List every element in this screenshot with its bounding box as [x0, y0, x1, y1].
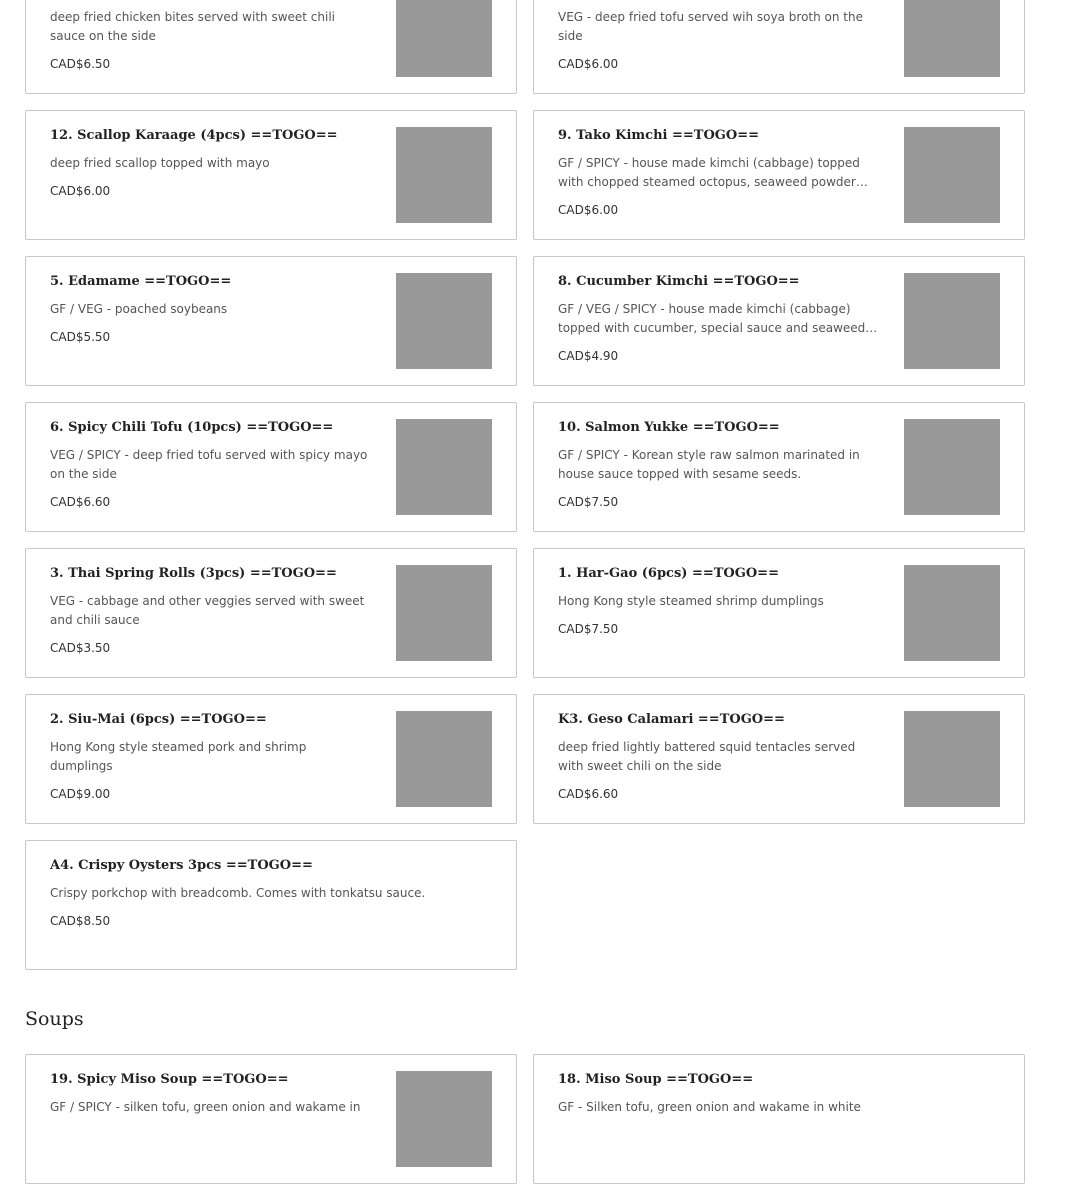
- menu-item-price: CAD$9.00: [50, 787, 111, 801]
- menu-item-text: [50, 0, 372, 72]
- menu-item-image[interactable]: [904, 127, 1000, 223]
- menu-item-description: deep fried scallop topped with mayo: [50, 156, 270, 170]
- menu-item-card[interactable]: [25, 840, 517, 970]
- menu-item-name: 6. Spicy Chili Tofu (10pcs) ==TOGO==: [50, 420, 334, 435]
- menu-item-text: [558, 0, 880, 72]
- menu-item-name: 12. Scallop Karaage (4pcs) ==TOGO==: [50, 128, 338, 143]
- menu-item-price: CAD$4.90: [558, 349, 619, 363]
- menu-item-text: [50, 127, 372, 199]
- menu-item-description: deep fried lightly battered squid tentacles served with sweet chili on the side: [558, 740, 856, 773]
- menu-item-text: [558, 273, 880, 364]
- menu-item-price: CAD$6.60: [50, 495, 111, 509]
- menu-item-name: 18. Miso Soup ==TOGO==: [558, 1072, 754, 1087]
- menu-item-image[interactable]: [396, 273, 492, 369]
- menu-item-price: CAD$5.50: [50, 330, 111, 344]
- menu-item-description: GF / SPICY - silken tofu, green onion and wakame in: [50, 1100, 361, 1114]
- menu-item-text: [558, 419, 880, 510]
- menu-item-description: GF / VEG - poached soybeans: [50, 302, 228, 316]
- menu-item-image[interactable]: [904, 419, 1000, 515]
- menu-item-card[interactable]: [533, 256, 1025, 386]
- menu-item-card[interactable]: [533, 110, 1025, 240]
- menu-item-description: Crispy porkchop with breadcomb. Comes with tonkatsu sauce.: [50, 886, 426, 900]
- menu-item-text: [50, 419, 372, 510]
- menu-item-text: [50, 565, 372, 656]
- menu-item-image[interactable]: [904, 711, 1000, 807]
- menu-item-price: CAD$7.50: [558, 622, 619, 636]
- menu-item-image[interactable]: [396, 419, 492, 515]
- menu-item-card[interactable]: [533, 402, 1025, 532]
- menu-item-name: 1. Har-Gao (6pcs) ==TOGO==: [558, 566, 779, 581]
- menu-item-card[interactable]: [25, 0, 517, 94]
- menu-item-description: GF - Silken tofu, green onion and wakame in white: [558, 1100, 861, 1114]
- menu-item-card[interactable]: [533, 1054, 1025, 1184]
- menu-item-card[interactable]: [533, 548, 1025, 678]
- menu-item-description: Hong Kong style steamed pork and shrimp dumplings: [50, 740, 307, 773]
- menu-item-image[interactable]: [396, 1071, 492, 1167]
- menu-item-card[interactable]: [533, 694, 1025, 824]
- menu-item-card[interactable]: [25, 1054, 517, 1184]
- menu-item-description: VEG / SPICY - deep fried tofu served with spicy mayo on the side: [50, 448, 368, 481]
- menu-item-text: [558, 565, 880, 637]
- menu-item-card[interactable]: [25, 548, 517, 678]
- menu-item-name: 5. Edamame ==TOGO==: [50, 274, 232, 289]
- menu-item-card[interactable]: [533, 0, 1025, 94]
- menu-item-name: 2. Siu-Mai (6pcs) ==TOGO==: [50, 712, 267, 727]
- menu-item-name: A4. Crispy Oysters 3pcs ==TOGO==: [50, 858, 313, 873]
- menu-item-text: [558, 1071, 998, 1127]
- menu-item-card[interactable]: [25, 694, 517, 824]
- menu-item-text: [558, 127, 880, 218]
- menu-item-name: 9. Tako Kimchi ==TOGO==: [558, 128, 759, 143]
- menu-item-text: [50, 857, 490, 929]
- soups-grid: [25, 1054, 1025, 1184]
- menu-item-price: CAD$6.00: [50, 184, 111, 198]
- menu-item-name: 19. Spicy Miso Soup ==TOGO==: [50, 1072, 289, 1087]
- menu-item-card[interactable]: [25, 256, 517, 386]
- menu-item-image[interactable]: [396, 565, 492, 661]
- menu-item-name: 3. Thai Spring Rolls (3pcs) ==TOGO==: [50, 566, 337, 581]
- menu-item-text: [50, 273, 372, 345]
- menu-item-text: [50, 711, 372, 802]
- menu-item-image[interactable]: [904, 0, 1000, 77]
- menu-item-name: K3. Geso Calamari ==TOGO==: [558, 712, 785, 727]
- menu-item-image[interactable]: [904, 273, 1000, 369]
- menu-item-description: GF / VEG / SPICY - house made kimchi (cabbage) topped with cucumber, special sauce and seaweed: [558, 302, 866, 335]
- menu-item-description: deep fried chicken bites served with sweet chili sauce on the side: [50, 10, 335, 43]
- menu-item-description: VEG - deep fried tofu served wih soya broth on the side: [558, 10, 863, 43]
- menu-item-image[interactable]: [396, 711, 492, 807]
- menu-item-text: [558, 711, 880, 802]
- menu-item-text: [50, 1071, 372, 1127]
- section-title-soups: Soups: [25, 1008, 84, 1030]
- menu-item-image[interactable]: [396, 127, 492, 223]
- menu-item-description: VEG - cabbage and other veggies served with sweet and chili sauce: [50, 594, 365, 627]
- menu-item-price: CAD$8.50: [50, 914, 111, 928]
- menu-item-price: CAD$6.60: [558, 787, 619, 801]
- menu-item-name: 8. Cucumber Kimchi ==TOGO==: [558, 274, 800, 289]
- menu-item-image[interactable]: [904, 565, 1000, 661]
- menu-item-card[interactable]: [25, 110, 517, 240]
- menu-item-price: CAD$3.50: [50, 641, 111, 655]
- menu-item-image[interactable]: [396, 0, 492, 77]
- menu-item-description: GF / SPICY - house made kimchi (cabbage) topped with chopped steamed octopus, seaweed powder: [558, 156, 860, 189]
- appetizers-grid: [25, 0, 1025, 970]
- menu-item-description: GF / SPICY - Korean style raw salmon marinated in house sauce topped with sesame seeds.: [558, 448, 860, 481]
- menu-item-description: Hong Kong style steamed shrimp dumplings: [558, 594, 824, 608]
- menu-item-price: CAD$7.50: [558, 495, 619, 509]
- menu-item-name: 10. Salmon Yukke ==TOGO==: [558, 420, 780, 435]
- menu-item-price: CAD$6.50: [50, 57, 111, 71]
- menu-item-price: CAD$6.00: [558, 203, 619, 217]
- menu-item-price: CAD$6.00: [558, 57, 619, 71]
- menu-item-card[interactable]: [25, 402, 517, 532]
